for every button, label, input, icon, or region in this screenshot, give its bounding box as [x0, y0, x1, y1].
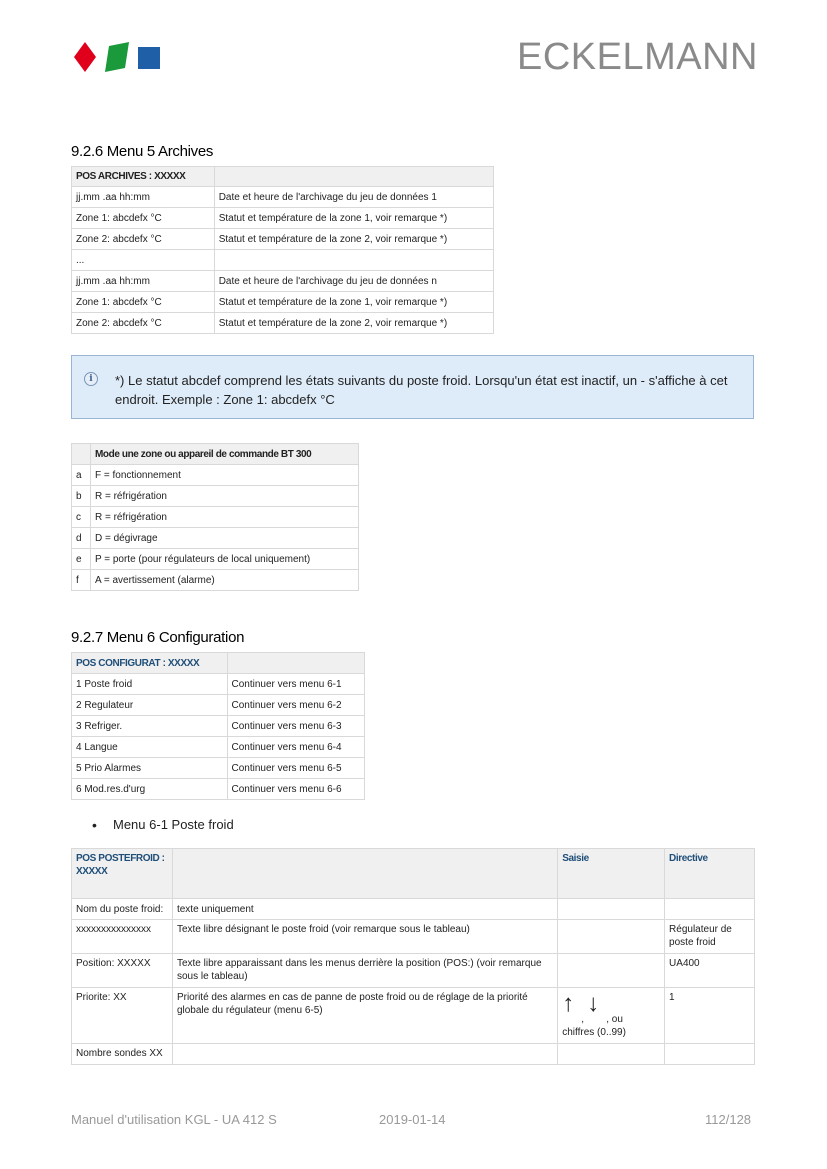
note-text: *) Le statut abcdef comprend les états suivants du poste froid. Lorsqu'un état est inactif, un - s'affiche à cet endroit. Exemple : Zone 1: abcdefx °C — [115, 373, 728, 407]
table-cell: R = réfrigération — [90, 486, 358, 507]
table-cell: Continuer vers menu 6-4 — [227, 737, 365, 758]
table-cell — [558, 899, 665, 920]
info-note — [71, 355, 754, 419]
arrow-up-icon: ↑ — [562, 990, 575, 1017]
table-cell: 5 Prio Alarmes — [72, 758, 228, 779]
table-cell — [665, 899, 755, 920]
table-cell: Zone 2: abcdefx °C — [72, 229, 215, 250]
table-cell: Nombre sondes XX — [72, 1044, 173, 1065]
table-cell: Date et heure de l'archivage du jeu de données n — [214, 271, 493, 292]
table-cell: a — [72, 465, 91, 486]
table-cell: D = dégivrage — [90, 528, 358, 549]
table-cell — [558, 920, 665, 954]
mode-table — [71, 443, 359, 591]
table-cell: Continuer vers menu 6-3 — [227, 716, 365, 737]
arrow-down-icon: ↓ — [587, 990, 600, 1017]
table-cell: F = fonctionnement — [90, 465, 358, 486]
table-cell: 2 Regulateur — [72, 695, 228, 716]
table-cell: e — [72, 549, 91, 570]
table-cell — [558, 1044, 665, 1065]
eckelmann-logo — [72, 40, 164, 74]
table-cell: 1 — [665, 988, 755, 1044]
table-cell: 1 Poste froid — [72, 674, 228, 695]
table-header-cell: POS ARCHIVES : XXXXX — [72, 167, 215, 187]
table-cell: Zone 1: abcdefx °C — [72, 292, 215, 313]
table-header-cell — [72, 444, 91, 465]
archives-table — [71, 166, 494, 334]
saisie-suffix: , ou — [606, 1014, 623, 1025]
table-cell: Statut et température de la zone 1, voir remarque *) — [214, 292, 493, 313]
bullet-dot: • — [92, 817, 97, 833]
table-header-cell: Directive — [665, 849, 755, 899]
table-cell: Régulateur de poste froid — [665, 920, 755, 954]
info-icon: i — [84, 372, 98, 386]
table-cell: Statut et température de la zone 2, voir remarque *) — [214, 313, 493, 334]
table-cell: jj.mm .aa hh:mm — [72, 187, 215, 208]
table-header-cell — [214, 167, 493, 187]
saisie-cell — [558, 988, 665, 1044]
saisie-digits: chiffres (0..99) — [562, 1027, 626, 1038]
table-cell: xxxxxxxxxxxxxxx — [72, 920, 173, 954]
table-header-cell: Mode une zone ou appareil de commande BT 300 — [90, 444, 358, 465]
table-cell: jj.mm .aa hh:mm — [72, 271, 215, 292]
section-title-archives: 9.2.6 Menu 5 Archives — [71, 143, 214, 160]
table-cell: 6 Mod.res.d'urg — [72, 779, 228, 800]
table-cell: Continuer vers menu 6-1 — [227, 674, 365, 695]
section-title-configuration: 9.2.7 Menu 6 Configuration — [71, 629, 245, 646]
brand-name: ECKELMANN — [517, 36, 758, 78]
table-cell: Statut et température de la zone 1, voir remarque *) — [214, 208, 493, 229]
table-cell: UA400 — [665, 954, 755, 988]
table-cell: b — [72, 486, 91, 507]
bullet-label: Menu 6-1 Poste froid — [113, 817, 234, 832]
table-cell: d — [72, 528, 91, 549]
table-cell: Position: XXXXX — [72, 954, 173, 988]
table-cell: P = porte (pour régulateurs de local uniquement) — [90, 549, 358, 570]
table-cell: f — [72, 570, 91, 591]
table-cell: Continuer vers menu 6-5 — [227, 758, 365, 779]
table-cell: Priorite: XX — [72, 988, 173, 1044]
table-cell — [172, 1044, 557, 1065]
table-cell — [214, 250, 493, 271]
table-cell: Continuer vers menu 6-6 — [227, 779, 365, 800]
table-cell: 3 Refriger. — [72, 716, 228, 737]
table-cell: Texte libre désignant le poste froid (voir remarque sous le tableau) — [172, 920, 557, 954]
table-header-cell: POS CONFIGURAT : XXXXX — [72, 653, 228, 674]
separator-text: , — [581, 1014, 584, 1025]
table-cell: Priorité des alarmes en cas de panne de poste froid ou de réglage de la priorité globale du régulateur (menu 6-5) — [172, 988, 557, 1044]
table-cell — [665, 1044, 755, 1065]
table-header-cell — [227, 653, 365, 674]
table-cell: A = avertissement (alarme) — [90, 570, 358, 591]
table-header-cell: Saisie — [558, 849, 665, 899]
table-cell: ... — [72, 250, 215, 271]
table-cell: Texte libre apparaissant dans les menus derrière la position (POS:) (voir remarque sous le tableau) — [172, 954, 557, 988]
table-cell — [558, 954, 665, 988]
poste-froid-table — [71, 848, 755, 1065]
table-cell: Zone 2: abcdefx °C — [72, 313, 215, 334]
footer-page-number: 112/128 — [705, 1112, 752, 1127]
table-header-cell — [172, 849, 557, 899]
table-cell: Date et heure de l'archivage du jeu de données 1 — [214, 187, 493, 208]
footer-manual-title: Manuel d'utilisation KGL - UA 412 S — [71, 1112, 277, 1127]
table-cell: c — [72, 507, 91, 528]
table-cell: Zone 1: abcdefx °C — [72, 208, 215, 229]
table-cell: Statut et température de la zone 2, voir remarque *) — [214, 229, 493, 250]
table-cell: 4 Langue — [72, 737, 228, 758]
table-cell: Continuer vers menu 6-2 — [227, 695, 365, 716]
configuration-table — [71, 652, 365, 800]
table-cell: texte uniquement — [172, 899, 557, 920]
table-cell: R = réfrigération — [90, 507, 358, 528]
table-header-cell: POS POSTEFROID : XXXXX — [72, 849, 173, 899]
table-cell: Nom du poste froid: — [72, 899, 173, 920]
footer-date: 2019-01-14 — [379, 1112, 446, 1127]
